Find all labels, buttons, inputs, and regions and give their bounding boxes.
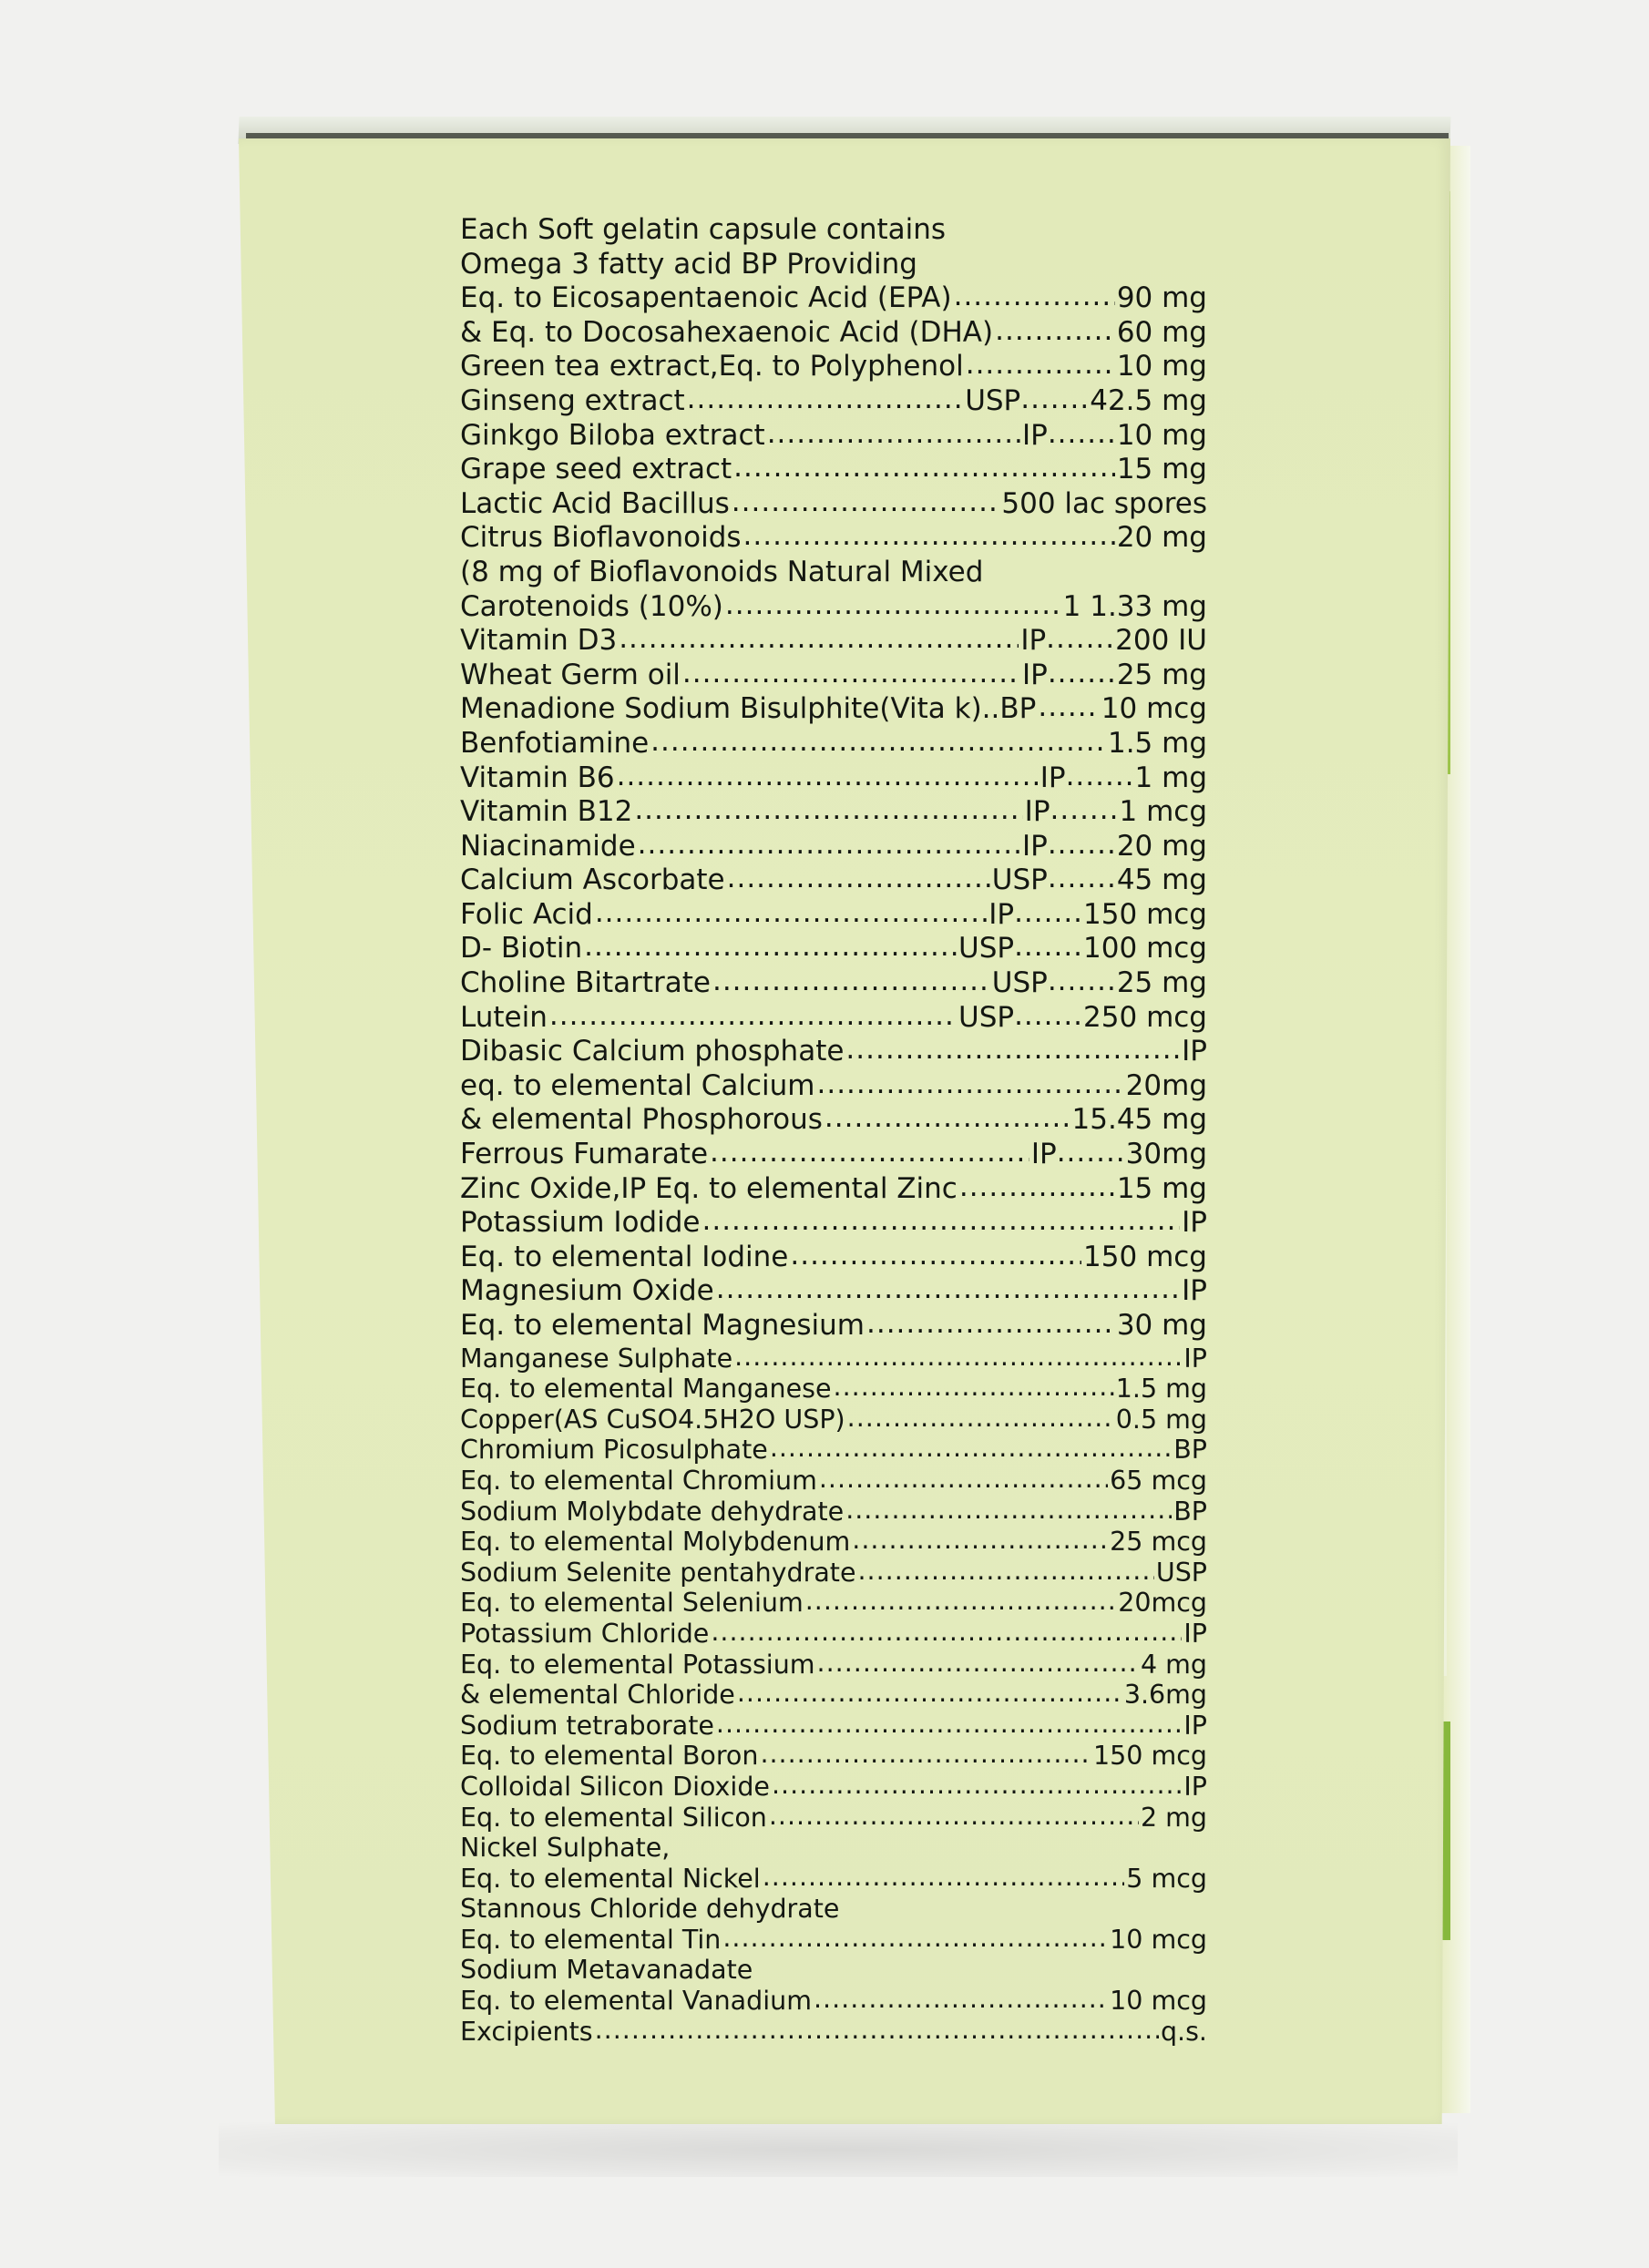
ingredient-name: Lutein xyxy=(460,1000,548,1034)
ingredient-line xyxy=(460,1241,1207,1275)
ingredient-name: Benfotiamine xyxy=(460,726,650,760)
ingredient-name: Eq. to elemental Nickel xyxy=(460,1863,761,1894)
ingredient-line xyxy=(460,281,1207,316)
ingredient-standard: IP xyxy=(1021,418,1048,452)
dot-leader xyxy=(1050,793,1120,828)
ingredient-name: Eq. to elemental Iodine xyxy=(460,1240,789,1273)
ingredient-amount: 100 mcg xyxy=(1083,932,1207,965)
ingredient-standard: IP xyxy=(1030,1138,1057,1171)
dot-leader xyxy=(734,1342,1182,1373)
dot-leader xyxy=(702,1204,1180,1239)
ingredient-line xyxy=(460,1527,1207,1558)
ingredient-name: Eq. to elemental Molybdenum xyxy=(460,1527,851,1558)
ingredient-name: Calcium Ascorbate xyxy=(460,863,725,897)
dot-leader xyxy=(549,999,957,1034)
ingredient-amount: 1 1.33 mg xyxy=(1062,589,1207,623)
ingredient-standard: USP xyxy=(991,966,1048,1000)
ingredient-amount: 5 mcg xyxy=(1126,1863,1207,1894)
ingredient-name: Wheat Germ oil xyxy=(460,658,681,691)
ingredient-amount: 60 mg xyxy=(1116,315,1207,349)
dot-leader xyxy=(712,965,990,999)
ingredient-line xyxy=(460,1772,1207,1803)
ingredient-standard: IP xyxy=(1182,1035,1207,1068)
dot-leader xyxy=(845,1495,1172,1526)
dot-leader xyxy=(834,1372,1114,1403)
ingredient-name: Magnesium Oxide xyxy=(460,1274,714,1308)
ingredient-standard: IP xyxy=(1183,1771,1207,1802)
ingredient-name: & elemental Phosphorous xyxy=(460,1103,823,1137)
ingredient-standard: IP xyxy=(988,897,1015,931)
ingredient-line xyxy=(460,1680,1207,1711)
ingredient-line xyxy=(460,1650,1207,1681)
dot-leader xyxy=(710,1136,1029,1170)
ingredient-name: Ginseng extract xyxy=(460,383,685,417)
ingredient-name: Eq. to elemental Selenium xyxy=(460,1588,804,1619)
ingredient-standard: IP xyxy=(1183,1710,1207,1741)
ingredient-name: Sodium Selenite pentahydrate xyxy=(460,1557,856,1588)
ingredient-line xyxy=(460,1435,1207,1466)
ingredient-amount: 20mg xyxy=(1125,1068,1207,1102)
ingredient-name: eq. to elemental Calcium xyxy=(460,1068,815,1102)
ingredient-name: Zinc Oxide,IP Eq. to elemental Zinc xyxy=(460,1171,958,1205)
ingredient-amount: 1.5 mg xyxy=(1115,1374,1207,1405)
ingredient-amount: 0.5 mg xyxy=(1115,1404,1207,1435)
ingredient-line xyxy=(460,1172,1207,1207)
ingredient-amount: q.s. xyxy=(1160,2016,1207,2047)
ingredient-line xyxy=(460,795,1207,830)
ingredient-standard: IP xyxy=(1182,1274,1207,1308)
ingredient-amount: 1 mcg xyxy=(1119,795,1207,829)
ingredient-line xyxy=(460,1711,1207,1742)
ingredient-standard: USP xyxy=(965,383,1021,417)
ingredient-line xyxy=(460,1619,1207,1650)
ingredient-amount: 90 mg xyxy=(1116,281,1207,315)
ingredient-line xyxy=(460,384,1207,419)
ingredient-standard: IP xyxy=(1021,658,1048,691)
ingredient-line xyxy=(460,727,1207,761)
ingredient-line xyxy=(460,863,1207,898)
ingredient-line xyxy=(460,932,1207,966)
ingredient-name: Green tea extract,Eq. to Polyphenol xyxy=(460,350,964,383)
ingredient-standard: IP xyxy=(1024,795,1050,829)
ingredient-line xyxy=(460,1069,1207,1104)
ingredient-amount: 30 mg xyxy=(1116,1309,1207,1342)
ingredient-amount: 150 mcg xyxy=(1093,1741,1207,1772)
ingredient-line xyxy=(460,1309,1207,1343)
ingredient-line xyxy=(460,556,1207,590)
ingredient-amount: 150 mcg xyxy=(1083,897,1207,931)
ingredient-name: Sodium Molybdate dehydrate xyxy=(460,1496,845,1527)
dot-leader xyxy=(595,896,987,931)
dot-leader xyxy=(638,828,1020,863)
ingredient-line xyxy=(460,692,1207,727)
dot-leader xyxy=(619,622,1019,657)
ingredient-standard: IP xyxy=(1182,1206,1207,1240)
ingredient-line xyxy=(460,1274,1207,1309)
ingredient-name: Vitamin D3 xyxy=(460,624,618,658)
ingredient-line xyxy=(460,1741,1207,1772)
ingredient-name: Eq. to elemental Vanadium xyxy=(460,1986,812,2017)
dot-leader xyxy=(1020,383,1090,417)
dot-leader xyxy=(845,1033,1180,1068)
ingredient-name: Menadione Sodium Bisulphite(Vita k)..BP xyxy=(460,692,1037,726)
ingredient-amount: 10 mg xyxy=(1116,418,1207,452)
ingredient-line xyxy=(460,1558,1207,1589)
dot-leader xyxy=(650,725,1106,760)
ingredient-amount: 10 mcg xyxy=(1110,1986,1207,2017)
dot-leader xyxy=(1057,1136,1126,1170)
ingredient-amount: 10 mcg xyxy=(1101,692,1207,726)
ingredient-amount: 20 mg xyxy=(1116,829,1207,863)
dot-leader xyxy=(1048,828,1117,863)
dot-leader xyxy=(816,1068,1123,1102)
ingredient-line xyxy=(460,659,1207,693)
dot-leader xyxy=(858,1556,1154,1587)
ingredient-line xyxy=(460,453,1207,487)
ingredient-name: Citrus Bioflavonoids xyxy=(460,521,742,555)
ingredient-name: Each Soft gelatin capsule contains xyxy=(460,213,947,246)
ingredient-amount: 10 mg xyxy=(1116,350,1207,383)
ingredient-standard: IP xyxy=(1183,1618,1207,1649)
ingredient-amount: 4 mg xyxy=(1140,1649,1207,1680)
dot-leader xyxy=(584,930,957,965)
ingredient-line xyxy=(460,761,1207,796)
ingredient-line xyxy=(460,350,1207,384)
ingredient-amount: 45 mg xyxy=(1116,863,1207,897)
ingredient-line xyxy=(460,1497,1207,1527)
dot-leader xyxy=(805,1586,1116,1617)
ingredient-line xyxy=(460,898,1207,933)
dot-leader xyxy=(767,417,1020,452)
dot-leader xyxy=(790,1239,1081,1273)
composition-label xyxy=(460,213,1207,2047)
ingredient-line xyxy=(460,1466,1207,1497)
ingredient-amount: 15 mg xyxy=(1116,453,1207,486)
dot-leader xyxy=(682,657,1020,691)
dot-leader xyxy=(711,1617,1182,1648)
ingredient-line xyxy=(460,624,1207,659)
ingredient-amount: 42.5 mg xyxy=(1090,383,1207,417)
ingredient-amount: 15.45 mg xyxy=(1071,1103,1207,1137)
dot-leader xyxy=(824,1101,1070,1136)
dot-leader xyxy=(819,1464,1108,1495)
ingredient-line xyxy=(460,1588,1207,1619)
ingredient-name: Ferrous Fumarate xyxy=(460,1138,709,1171)
dot-leader xyxy=(727,862,990,896)
ingredient-line xyxy=(460,590,1207,625)
ingredient-name: Choline Bitartrate xyxy=(460,966,711,1000)
dot-leader xyxy=(1014,896,1083,931)
ingredient-amount: 250 mcg xyxy=(1083,1000,1207,1034)
ingredient-line xyxy=(460,1955,1207,1986)
ingredient-amount: 65 mcg xyxy=(1110,1465,1207,1496)
ingredient-name: Eq. to elemental Magnesium xyxy=(460,1309,865,1342)
ingredient-name: Dibasic Calcium phosphate xyxy=(460,1035,845,1068)
ingredient-line xyxy=(460,1035,1207,1069)
dot-leader xyxy=(1014,999,1083,1034)
ingredient-name: & Eq. to Docosahexaenoic Acid (DHA) xyxy=(460,315,994,349)
ingredient-line xyxy=(460,1103,1207,1138)
dot-leader xyxy=(595,2015,1159,2046)
ingredient-amount: 3.6mg xyxy=(1123,1680,1207,1711)
ingredient-name: Omega 3 fatty acid BP Providing xyxy=(460,247,917,281)
dot-leader xyxy=(722,1923,1108,1954)
dot-leader xyxy=(763,1862,1125,1893)
ingredient-name: Manganese Sulphate xyxy=(460,1343,733,1374)
ingredient-name: Folic Acid xyxy=(460,897,593,931)
ingredient-name: Potassium Chloride xyxy=(460,1618,710,1649)
ingredient-name: Eq. to elemental Potassium xyxy=(460,1649,815,1680)
ingredient-name: Niacinamide xyxy=(460,829,636,863)
ingredient-standard: USP xyxy=(1155,1557,1207,1588)
ingredient-name: Colloidal Silicon Dioxide xyxy=(460,1771,770,1802)
dot-leader xyxy=(634,793,1022,828)
ingredient-name: Vitamin B12 xyxy=(460,795,633,829)
ingredient-amount: 25 mcg xyxy=(1110,1527,1207,1558)
ingredient-amount: 10 mcg xyxy=(1110,1924,1207,1955)
ingredient-standard: IP xyxy=(1020,624,1047,658)
ingredient-amount: 30mg xyxy=(1125,1138,1207,1171)
dot-leader xyxy=(817,1648,1139,1679)
dot-leader xyxy=(959,1170,1115,1205)
ingredient-line xyxy=(460,1405,1207,1435)
ingredient-line xyxy=(460,830,1207,864)
dot-leader xyxy=(687,383,964,417)
dot-leader xyxy=(1066,760,1135,794)
ingredient-name: Eq. to elemental Manganese xyxy=(460,1374,832,1405)
ingredient-name: Copper(AS CuSO4.5H2O USP) xyxy=(460,1404,845,1435)
dot-leader xyxy=(1014,930,1083,965)
ingredient-standard: BP xyxy=(1173,1496,1207,1527)
ingredient-line xyxy=(460,1001,1207,1036)
ingredient-name: Chromium Picosulphate xyxy=(460,1435,768,1466)
ingredient-line xyxy=(460,1138,1207,1172)
dot-leader xyxy=(769,1801,1139,1832)
ingredient-standard: IP xyxy=(1183,1343,1207,1374)
ingredient-line xyxy=(460,1925,1207,1956)
ingredient-name: Carotenoids (10%) xyxy=(460,589,723,623)
ingredient-line xyxy=(460,1803,1207,1834)
dot-leader xyxy=(1046,622,1115,657)
dot-leader xyxy=(966,348,1115,383)
ingredient-amount: 500 lac spores xyxy=(1001,486,1207,520)
table-shadow xyxy=(219,2122,1458,2177)
dot-leader xyxy=(716,1709,1183,1740)
dot-leader xyxy=(852,1525,1108,1556)
ingredient-standard: USP xyxy=(958,1000,1015,1034)
ingredient-amount: 15 mg xyxy=(1116,1171,1207,1205)
ingredient-name: Lactic Acid Bacillus xyxy=(460,486,730,520)
dot-leader xyxy=(743,519,1115,554)
ingredient-name: Grape seed extract xyxy=(460,453,732,486)
ingredient-amount: 25 mg xyxy=(1116,658,1207,691)
ingredient-name: Stannous Chloride dehydrate xyxy=(460,1894,840,1925)
ingredient-name: Eq. to elemental Silicon xyxy=(460,1802,767,1833)
ingredient-name: & elemental Chloride xyxy=(460,1680,735,1711)
ingredient-name: Excipients xyxy=(460,2016,593,2047)
ingredient-line xyxy=(460,2017,1207,2048)
dot-leader xyxy=(760,1739,1091,1770)
ingredient-line xyxy=(460,487,1207,522)
ingredient-name: (8 mg of Bioflavonoids Natural Mixed xyxy=(460,555,984,588)
ingredient-standard: IP xyxy=(1021,829,1048,863)
ingredient-standard: BP xyxy=(1173,1435,1207,1466)
dot-leader xyxy=(725,588,1061,623)
ingredient-amount: 1 mg xyxy=(1134,761,1207,794)
ingredient-line xyxy=(460,521,1207,556)
ingredient-name: Eq. to Eicosapentaenoic Acid (EPA) xyxy=(460,281,952,315)
ingredient-amount: 200 IU xyxy=(1115,624,1207,658)
ingredient-amount: 2 mg xyxy=(1140,1802,1207,1833)
dot-leader xyxy=(954,280,1115,314)
dot-leader xyxy=(732,485,1000,520)
ingredient-line xyxy=(460,1374,1207,1405)
dot-leader xyxy=(995,314,1115,349)
ingredient-line xyxy=(460,213,1207,248)
ingredient-amount: 20mcg xyxy=(1118,1588,1207,1619)
dot-leader xyxy=(1048,965,1117,999)
dot-leader xyxy=(866,1307,1115,1342)
dot-leader xyxy=(770,1433,1172,1464)
ingredient-line xyxy=(460,1894,1207,1925)
ingredient-name: Sodium tetraborate xyxy=(460,1710,714,1741)
ingredient-amount: 20 mg xyxy=(1116,521,1207,555)
dot-leader xyxy=(737,1678,1122,1709)
dot-leader xyxy=(1048,657,1117,691)
dot-leader xyxy=(733,451,1115,485)
ingredient-name: Nickel Sulphate, xyxy=(460,1833,671,1864)
ingredient-amount: 25 mg xyxy=(1116,966,1207,1000)
ingredient-name: Eq. to elemental Chromium xyxy=(460,1465,817,1496)
dot-leader xyxy=(772,1770,1182,1801)
ingredient-standard: IP xyxy=(1040,761,1066,794)
dot-leader xyxy=(814,1984,1108,2015)
ingredient-amount: 150 mcg xyxy=(1083,1240,1207,1273)
dot-leader xyxy=(716,1272,1180,1307)
ingredient-standard: USP xyxy=(991,863,1048,897)
ingredient-line xyxy=(460,1833,1207,1864)
ingredient-standard: USP xyxy=(958,932,1015,965)
ingredient-line xyxy=(460,419,1207,454)
ingredient-line xyxy=(460,1343,1207,1374)
dot-leader xyxy=(1048,862,1117,896)
dot-leader xyxy=(847,1403,1114,1434)
ingredient-line xyxy=(460,1986,1207,2017)
ingredient-line xyxy=(460,1864,1207,1895)
ingredient-line xyxy=(460,316,1207,351)
ingredient-line xyxy=(460,1206,1207,1241)
ingredient-name: Vitamin B6 xyxy=(460,761,615,794)
ingredient-name: Eq. to elemental Boron xyxy=(460,1741,759,1772)
ingredient-name: Sodium Metavanadate xyxy=(460,1955,753,1986)
ingredient-name: Potassium Iodide xyxy=(460,1206,701,1240)
dot-leader xyxy=(617,760,1039,794)
ingredient-line xyxy=(460,248,1207,282)
ingredient-amount: 1.5 mg xyxy=(1107,726,1207,760)
ingredient-name: D- Biotin xyxy=(460,932,583,965)
dot-leader xyxy=(1048,417,1117,452)
dot-leader xyxy=(1038,690,1099,725)
ingredient-name: Eq. to elemental Tin xyxy=(460,1924,722,1955)
ingredient-line xyxy=(460,966,1207,1001)
ingredient-name: Ginkgo Biloba extract xyxy=(460,418,765,452)
